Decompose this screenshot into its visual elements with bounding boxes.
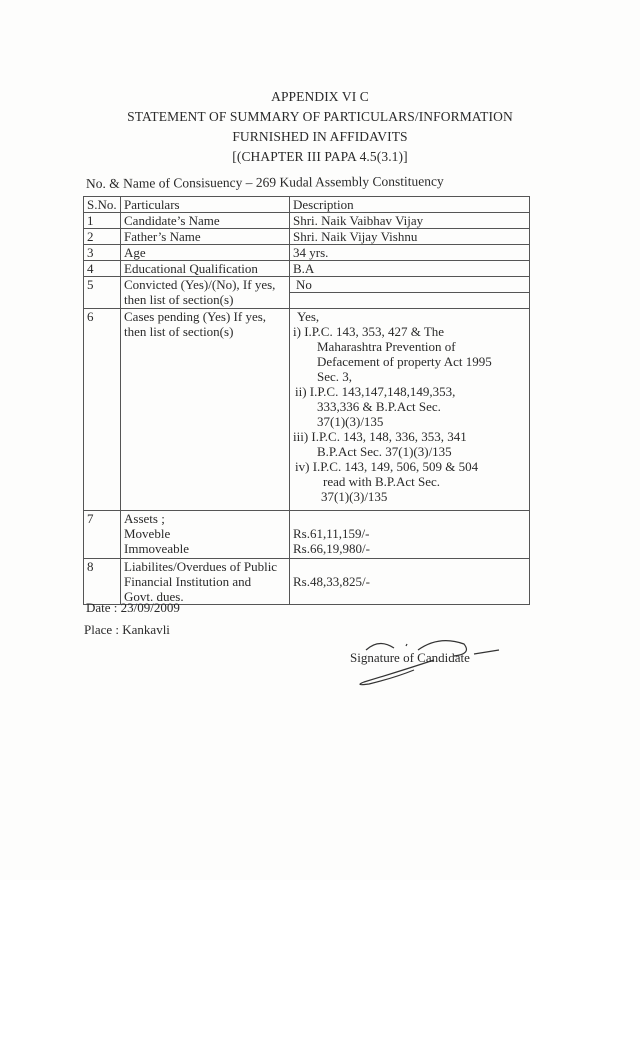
text-line: Immoveable	[124, 541, 189, 556]
text-line: B.P.Act Sec. 37(1)(3)/135	[317, 444, 452, 459]
row-description	[290, 309, 530, 511]
text-line: Yes,	[297, 309, 320, 324]
row-description: 34 yrs.	[290, 245, 530, 261]
table-row	[84, 229, 530, 245]
row-sno: 1	[84, 213, 121, 229]
table-row	[84, 261, 530, 277]
text-line: Convicted (Yes)/(No), If yes,	[124, 277, 276, 292]
particulars-table	[83, 196, 530, 605]
text-line: Maharashtra Prevention of	[317, 339, 456, 354]
row-particular: Candidate’s Name	[121, 213, 290, 229]
row-description	[290, 511, 530, 559]
text-line: Assets ;	[124, 511, 165, 526]
text-line: then list of section(s)	[124, 324, 234, 339]
chapter-reference: [(CHAPTER III PAPA 4.5(3.1)]	[232, 149, 408, 164]
text-line: Defacement of property Act 1995	[317, 354, 492, 369]
statement-title: STATEMENT OF SUMMARY OF PARTICULARS/INFORMATION	[127, 109, 513, 124]
row-sno: 4	[84, 261, 121, 277]
row-particular	[121, 559, 290, 605]
text-line: 333,336 & B.P.Act Sec.	[317, 399, 441, 414]
text-line: 37(1)(3)/135	[317, 414, 384, 429]
row-sno: 6	[84, 309, 121, 511]
date-line: Date : 23/09/2009	[86, 600, 180, 615]
row-description: No	[290, 277, 530, 293]
row-particular	[121, 511, 290, 559]
row-sno: 2	[84, 229, 121, 245]
row-particular: Father’s Name	[121, 229, 290, 245]
header-description: Description	[290, 197, 530, 213]
text-line: Liabilites/Overdues of Public	[124, 559, 278, 574]
row-sno: 3	[84, 245, 121, 261]
table-row	[84, 511, 530, 559]
table-header-row	[84, 197, 530, 213]
text-line: read with B.P.Act Sec.	[323, 474, 440, 489]
row-particular: Educational Qualification	[121, 261, 290, 277]
empty-cell	[290, 293, 530, 309]
statement-subtitle: FURNISHED IN AFFIDAVITS	[232, 129, 408, 144]
table-row	[84, 559, 530, 605]
row-particular	[121, 309, 290, 511]
row-description: Shri. Naik Vijay Vishnu	[290, 229, 530, 245]
row-sno: 5	[84, 277, 121, 309]
text-line: Financial Institution and	[124, 574, 252, 589]
place-line: Place : Kankavli	[84, 622, 170, 637]
row-sno: 8	[84, 559, 121, 605]
text-line: i) I.P.C. 143, 353, 427 & The	[293, 324, 445, 339]
table-row	[84, 245, 530, 261]
table-row	[84, 309, 530, 511]
table-row	[84, 277, 530, 293]
constituency-line: No. & Name of Consisuency – 269 Kudal Assembly Constituency	[85, 173, 444, 191]
row-description: Shri. Naik Vaibhav Vijay	[290, 213, 530, 229]
text-line: Rs.61,11,159/-	[293, 526, 370, 541]
appendix-heading: APPENDIX VI C	[271, 89, 369, 104]
text-line: Sec. 3,	[317, 369, 353, 384]
row-particular	[121, 277, 290, 309]
row-particular: Age	[121, 245, 290, 261]
text-line: then list of section(s)	[124, 292, 234, 307]
row-description: Rs.48,33,825/-	[290, 559, 530, 605]
header-particulars: Particulars	[121, 197, 290, 213]
text-line: Moveble	[124, 526, 171, 541]
table-row	[84, 213, 530, 229]
signature-label: Signature of Candidate	[350, 650, 470, 665]
text-line: Rs.66,19,980/-	[293, 541, 370, 556]
header-sno: S.No.	[84, 197, 121, 213]
text-line: Cases pending (Yes) If yes,	[124, 309, 267, 324]
row-description: B.A	[290, 261, 530, 277]
text-line: iii) I.P.C. 143, 148, 336, 353, 341	[293, 429, 467, 444]
text-line: ii) I.P.C. 143,147,148,149,353,	[295, 384, 456, 399]
text-line: Govt. dues.	[124, 589, 184, 604]
text-line: iv) I.P.C. 143, 149, 506, 509 & 504	[295, 459, 479, 474]
text-line: 37(1)(3)/135	[321, 489, 388, 504]
row-sno: 7	[84, 511, 121, 559]
